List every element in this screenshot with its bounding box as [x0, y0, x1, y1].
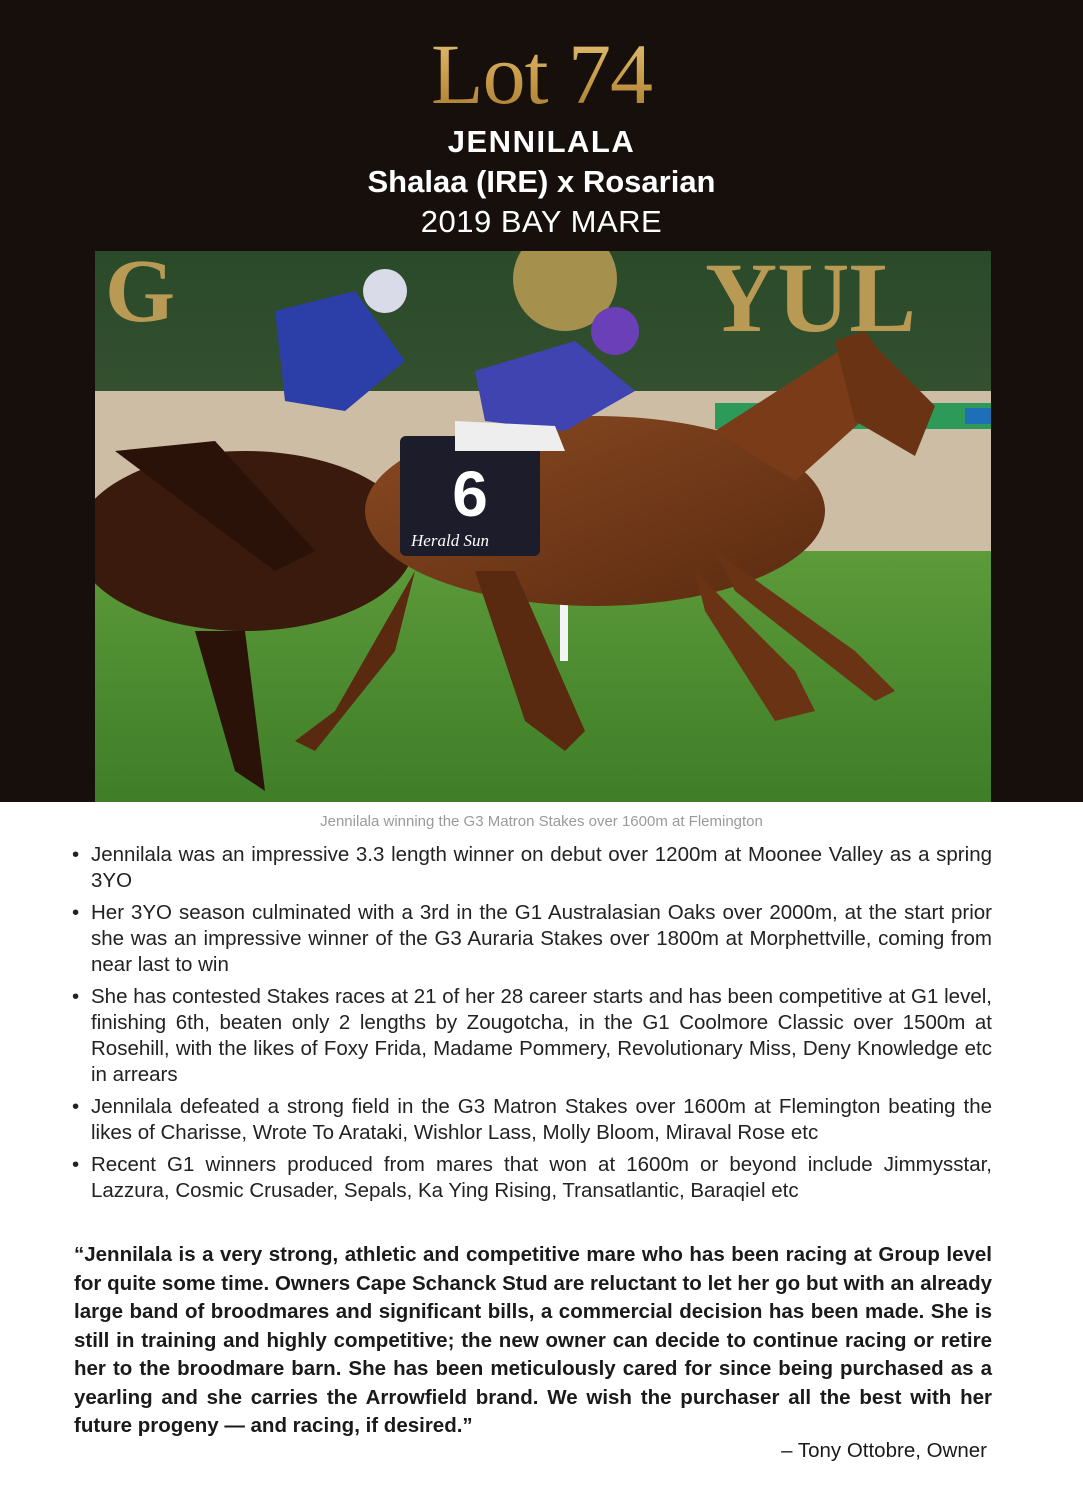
rail-post	[560, 601, 568, 661]
quote-open-mark: “	[74, 1243, 85, 1266]
jockey-2-helmet	[591, 307, 639, 355]
quote-attribution: – Tony Ottobre, Owner	[781, 1439, 987, 1462]
highlight-text: She has contested Stakes races at 21 of her 28 career starts and has been competitive at G1 level, finishing 6th, beaten only 2 lengths by Zougotcha, in the G1 Coolmore Classic over 1500m at Rosehill, with the likes of Foxy Frida, Madame Pommery, Revolutionary Miss, Deny Knowledge etc in arrears	[91, 985, 992, 1086]
highlight-item	[70, 1152, 992, 1204]
racing-photo-illustration	[95, 251, 991, 802]
photo-caption: Jennilala winning the G3 Matron Stakes over 1600m at Flemington	[320, 813, 763, 830]
highlights-list	[70, 842, 992, 1210]
tab-sign-4	[965, 408, 991, 424]
highlight-item	[70, 1094, 992, 1146]
bullet-icon: •	[72, 1095, 80, 1118]
highlight-text: Her 3YO season culminated with a 3rd in the G1 Australasian Oaks over 2000m, at the start prior she was an impressive winner of the G3 Auraria Stakes over 1800m at Morphettville, coming from near last to win	[91, 901, 992, 976]
jockey-1-helmet	[363, 269, 407, 313]
owner-quote	[74, 1241, 992, 1441]
saddle-number: 6	[452, 458, 488, 530]
bullet-icon: •	[72, 985, 80, 1008]
year-sex: 2019 BAY MARE	[420, 204, 663, 239]
lot-title: Lot 74	[0, 28, 1083, 120]
bullet-icon: •	[72, 843, 80, 866]
quote-text: Jennilala is a very strong, athletic and competitive mare who has been racing at Group level for quite some time. Owners Cape Schanck Stud are reluctant to let her go but with an already large band of broodmares and significant bills, a commercial decision has been made. She is still in training and highly competitive; the new owner can decide to continue racing or retire her to the broodmare barn. She has been meticulously cared for since being purchased as a yearling and she carries the Arrowfield brand. We wish the purchaser all the best with her future progeny — and racing, if desired.	[74, 1243, 992, 1437]
quote-close-mark: ”	[462, 1414, 473, 1437]
highlight-text: Recent G1 winners produced from mares that won at 1600m or beyond include Jimmysstar, Lazzura, Cosmic Crusader, Sepals, Ka Ying Rising, Transatlantic, Baraqiel etc	[91, 1153, 992, 1202]
bullet-icon: •	[72, 1153, 80, 1176]
racing-photo	[95, 251, 991, 802]
highlight-text: Jennilala was an impressive 3.3 length winner on debut over 1200m at Moonee Valley as a spring 3YO	[91, 843, 992, 892]
highlight-text: Jennilala defeated a strong field in the G3 Matron Stakes over 1600m at Flemington beating the likes of Charisse, Wrote To Arataki, Wishlor Lass, Molly Bloom, Miraval Rose etc	[91, 1095, 992, 1144]
highlight-item	[70, 900, 992, 978]
highlight-item	[70, 984, 992, 1088]
banner-letter-g: G	[105, 251, 176, 341]
bullet-icon: •	[72, 901, 80, 924]
horse-name: JENNILALA	[447, 124, 636, 159]
highlight-item	[70, 842, 992, 894]
banner-letters-yul: YUL	[705, 251, 917, 353]
pedigree: Shalaa (IRE) x Rosarian	[367, 164, 716, 199]
saddlecloth-text: Herald Sun	[411, 531, 489, 550]
